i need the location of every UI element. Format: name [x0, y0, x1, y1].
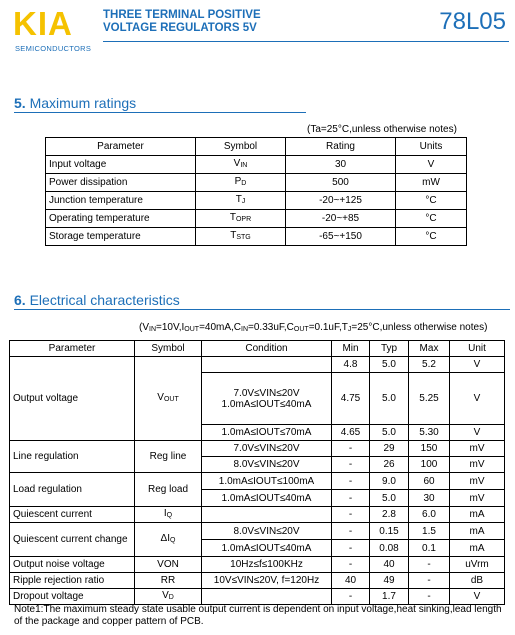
typ-cell: 9.0	[370, 473, 409, 490]
parameter-cell: Output noise voltage	[10, 557, 135, 573]
parameter-cell: Quiescent current	[10, 507, 135, 523]
max-cell: 1.5	[409, 523, 450, 540]
unit-cell: dB	[450, 573, 505, 589]
condition-cell	[202, 507, 332, 523]
symbol-cell: $T_J$	[196, 192, 286, 210]
max-cell: 5.25	[409, 373, 450, 425]
max-cell: -	[409, 589, 450, 605]
typ-cell: 5.0	[370, 357, 409, 373]
footnote: Note1:The maximum steady state usable output current is dependent on input voltage,heat sinking,lead length of the package and copper pattern of PCB.	[14, 604, 502, 627]
col-symbol: Symbol	[196, 138, 286, 156]
section-5-heading	[14, 95, 136, 111]
table-row	[10, 523, 505, 540]
condition-cell: 7.0V≤VIN≤20V	[202, 441, 332, 457]
max-cell: 5.2	[409, 357, 450, 373]
parameter-cell: Ripple rejection ratio	[10, 573, 135, 589]
condition-cell: 1.0mA≤IOUT≤40mA	[202, 540, 332, 557]
header-divider	[103, 41, 509, 42]
unit-cell: °C	[396, 210, 467, 228]
condition-cell: 8.0V≤VIN≤20V	[202, 523, 332, 540]
section-6-title: Electrical characteristics	[29, 292, 180, 308]
max-cell: 6.0	[409, 507, 450, 523]
rating-cell: -20~+85	[286, 210, 396, 228]
max-cell: 60	[409, 473, 450, 490]
typ-cell: 0.15	[370, 523, 409, 540]
condition-cell: 7.0V≤VIN≤20V 1.0mA≤IOUT≤40mA	[202, 373, 332, 425]
condition-cell: 1.0mA≤IOUT≤100mA	[202, 473, 332, 490]
condition-cell	[202, 589, 332, 605]
symbol-cell: $P_D$	[196, 174, 286, 192]
symbol-cell: $T_{STG}$	[196, 228, 286, 246]
max-cell: -	[409, 557, 450, 573]
max-cell: 0.1	[409, 540, 450, 557]
rating-cell: 500	[286, 174, 396, 192]
typ-cell: 49	[370, 573, 409, 589]
section-6-heading	[14, 292, 180, 308]
typ-cell: 5.0	[370, 425, 409, 441]
table-header-row	[46, 138, 467, 156]
min-cell: 40	[332, 573, 370, 589]
min-cell: -	[332, 589, 370, 605]
unit-cell: mW	[396, 174, 467, 192]
typ-cell: 29	[370, 441, 409, 457]
min-cell: 4.65	[332, 425, 370, 441]
table-row	[46, 210, 467, 228]
unit-cell: mV	[450, 473, 505, 490]
table-row	[10, 557, 505, 573]
col-condition: Condition	[202, 341, 332, 357]
typ-cell: 2.8	[370, 507, 409, 523]
parameter-cell: Line regulation	[10, 441, 135, 473]
section-5-title: Maximum ratings	[29, 95, 137, 111]
parameter-cell: Dropout voltage	[10, 589, 135, 605]
max-cell: 150	[409, 441, 450, 457]
condition-cell	[202, 357, 332, 373]
typ-cell: 5.0	[370, 490, 409, 507]
parameter-cell: Operating temperature	[46, 210, 196, 228]
section-6-condition: ($V_{IN}=10V,I_{OUT}=40mA,C_{IN}=0.33uF,C_{OUT}=0.1uF,T_J=25^\circ C,unless$ otherwise notes)	[139, 322, 488, 333]
parameter-cell: Load regulation	[10, 473, 135, 507]
unit-cell: V	[450, 425, 505, 441]
unit-cell: °C	[396, 192, 467, 210]
col-parameter: Parameter	[10, 341, 135, 357]
max-cell: 30	[409, 490, 450, 507]
condition-cell: 8.0V≤VIN≤20V	[202, 457, 332, 473]
unit-cell: mA	[450, 540, 505, 557]
table-row	[10, 589, 505, 605]
col-parameter: Parameter	[46, 138, 196, 156]
col-max: Max	[409, 341, 450, 357]
condition-cell: 10V≤VIN≤20V, f=120Hz	[202, 573, 332, 589]
min-cell: -	[332, 523, 370, 540]
min-cell: -	[332, 457, 370, 473]
symbol-cell: $V_D$	[135, 589, 202, 605]
table-row	[46, 228, 467, 246]
col-typ: Typ	[370, 341, 409, 357]
typ-cell: 1.7	[370, 589, 409, 605]
unit-cell: mA	[450, 507, 505, 523]
logo-subtitle: SEMICONDUCTORS	[15, 44, 92, 53]
symbol-cell: RR	[135, 573, 202, 589]
title-line-1: THREE TERMINAL POSITIVE	[103, 9, 261, 21]
section-5-number: 5.	[14, 95, 26, 111]
section-6-number: 6.	[14, 292, 26, 308]
max-cell: -	[409, 573, 450, 589]
table-row	[10, 441, 505, 457]
symbol-cell: Reg load	[135, 473, 202, 507]
min-cell: 4.8	[332, 357, 370, 373]
unit-cell: mV	[450, 457, 505, 473]
table-row	[10, 357, 505, 373]
parameter-cell: Junction temperature	[46, 192, 196, 210]
title-line-2: VOLTAGE REGULATORS 5V	[103, 22, 257, 34]
parameter-cell: Quiescent current change	[10, 523, 135, 557]
section-5-condition: (Ta=25°C,unless otherwise notes)	[307, 124, 457, 135]
min-cell: -	[332, 540, 370, 557]
min-cell: 4.75	[332, 373, 370, 425]
min-cell: -	[332, 473, 370, 490]
condition-cell: 1.0mA≤IOUT≤40mA	[202, 490, 332, 507]
company-logo: KIA	[13, 5, 73, 42]
rating-cell: -20~+125	[286, 192, 396, 210]
table-header-row	[10, 341, 505, 357]
unit-cell: V	[396, 156, 467, 174]
unit-cell: V	[450, 589, 505, 605]
unit-cell: mA	[450, 523, 505, 540]
parameter-cell: Power dissipation	[46, 174, 196, 192]
parameter-cell: Output voltage	[10, 357, 135, 441]
symbol-cell: $T_{OPR}$	[196, 210, 286, 228]
table-row	[10, 473, 505, 490]
col-unit: Unit	[450, 341, 505, 357]
parameter-cell: Storage temperature	[46, 228, 196, 246]
unit-cell: °C	[396, 228, 467, 246]
rating-cell: 30	[286, 156, 396, 174]
document-title	[103, 9, 261, 35]
typ-cell: 40	[370, 557, 409, 573]
typ-cell: 26	[370, 457, 409, 473]
unit-cell: mV	[450, 441, 505, 457]
symbol-cell: Reg line	[135, 441, 202, 473]
max-cell: 100	[409, 457, 450, 473]
typ-cell: 5.0	[370, 373, 409, 425]
maximum-ratings-table	[45, 137, 467, 246]
unit-cell: uVrm	[450, 557, 505, 573]
unit-cell: mV	[450, 490, 505, 507]
parameter-cell: Input voltage	[46, 156, 196, 174]
col-symbol: Symbol	[135, 341, 202, 357]
table-row	[46, 192, 467, 210]
typ-cell: 0.08	[370, 540, 409, 557]
symbol-cell: $I_Q$	[135, 507, 202, 523]
table-row	[10, 507, 505, 523]
table-row	[46, 174, 467, 192]
min-cell: -	[332, 490, 370, 507]
condition-cell: 10Hz≤f≤100KHz	[202, 557, 332, 573]
min-cell: -	[332, 557, 370, 573]
part-number: 78L05	[439, 8, 506, 35]
condition-cell: 1.0mA≤IOUT≤70mA	[202, 425, 332, 441]
section-6-rule	[14, 309, 510, 310]
unit-cell: V	[450, 357, 505, 373]
electrical-characteristics-table	[9, 340, 505, 605]
col-units: Units	[396, 138, 467, 156]
table-row	[10, 573, 505, 589]
unit-cell: V	[450, 373, 505, 425]
col-min: Min	[332, 341, 370, 357]
min-cell: -	[332, 507, 370, 523]
min-cell: -	[332, 441, 370, 457]
symbol-cell: VON	[135, 557, 202, 573]
max-cell: 5.30	[409, 425, 450, 441]
table-row	[46, 156, 467, 174]
section-5-rule	[14, 112, 306, 113]
symbol-cell: $\Delta I_Q$	[135, 523, 202, 557]
col-rating: Rating	[286, 138, 396, 156]
rating-cell: -65~+150	[286, 228, 396, 246]
symbol-cell: $V_{OUT}$	[135, 357, 202, 441]
symbol-cell: $V_{IN}$	[196, 156, 286, 174]
